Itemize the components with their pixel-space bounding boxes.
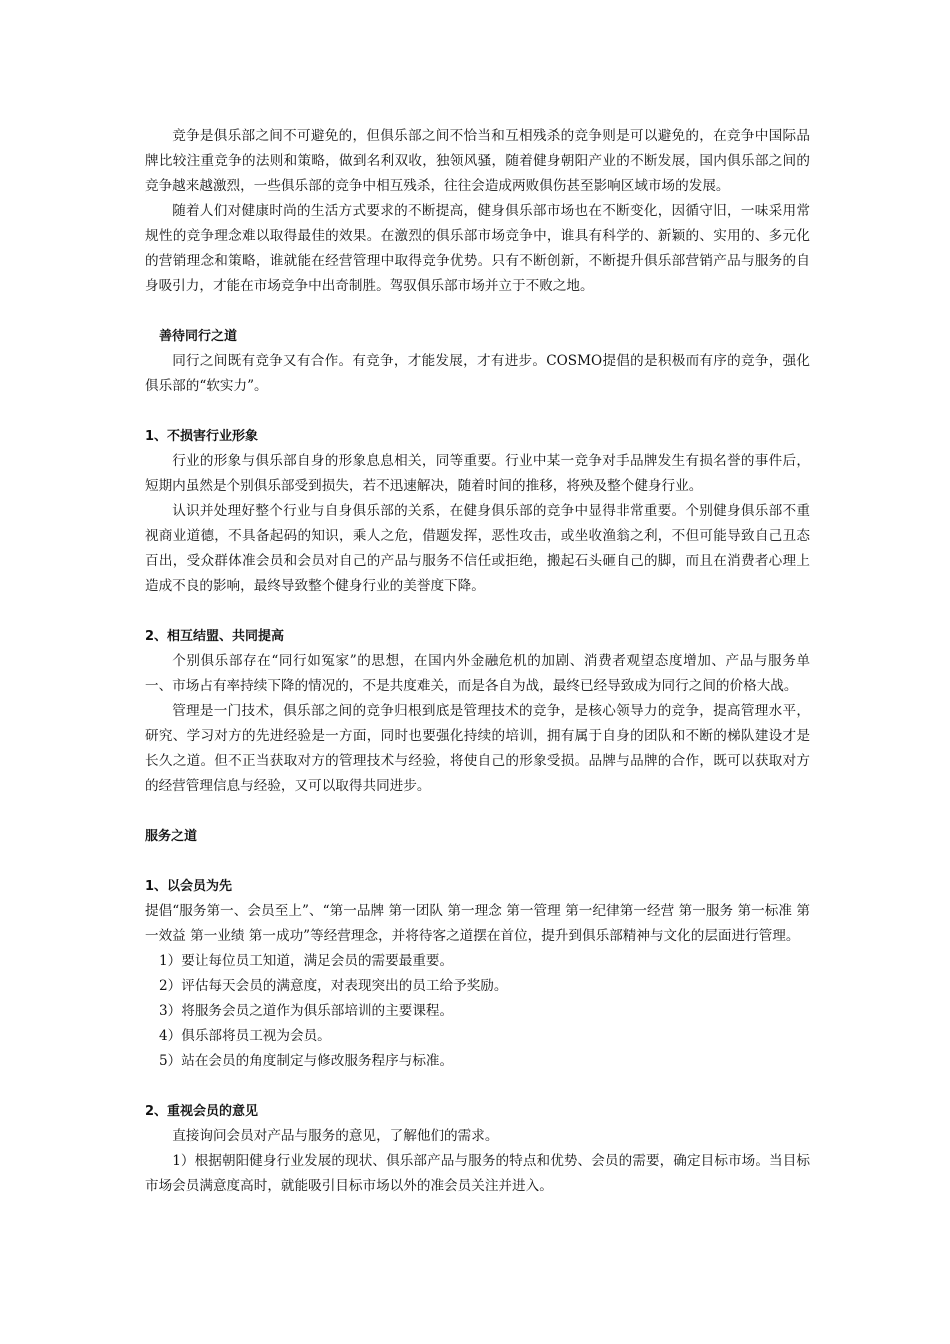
member-first-paragraph: 提倡“服务第一、会员至上”、“第一品牌 第一团队 第一理念 第一管理 第一纪律第一经营 第一服务 第一标准 第一效益 第一业绩 第一成功”等经营理念，并将待客之道摆在首位，提升到俱乐部精神与文化的层面进行管理。 [145,903,810,944]
industry-image-paragraph-2: 认识并处理好整个行业与自身俱乐部的关系，在健身俱乐部的竞争中显得非常重要。个别健身俱乐部不重视商业道德，不具备起码的知识，乘人之危，借题发挥，恶性攻击，或坐收渔翁之利，不但可能导致自己丑态百出，受众群体准会员和会员对自己的产品与服务不信任或拒绝，搬起石头砸自己的脚，而且在消费者心理上造成不良的影响，最终导致整个健身行业的美誉度下降。 [145,503,810,594]
member-feedback-paragraph: 直接询问会员对产品与服务的意见，了解他们的需求。 [172,1128,499,1144]
member-feedback-item-1: 1）根据朝阳健身行业发展的现状、俱乐部产品与服务的特点和优势、会员的需要，确定目标市场。当目标市场会员满意度高时，就能吸引目标市场以外的准会员关注并进入。 [145,1153,810,1194]
subsection-heading-member-feedback: 2、重视会员的意见 [145,1104,259,1119]
intro-paragraph-1: 竞争是俱乐部之间不可避免的，但俱乐部之间不恰当和互相残杀的竞争则是可以避免的，在竞争中国际品牌比较注重竞争的法则和策略，做到名利双收，独领风骚，随着健身朝阳产业的不断发展，国内俱乐部之间的竞争越来越激烈，一些俱乐部的竞争中相互残杀，往往会造成两败俱伤甚至影响区域市场的发展。 [145,128,810,194]
subsection-heading-alliance: 2、相互结盟、共同提高 [145,629,285,644]
list-item: 2）评估每天会员的满意度，对表现突出的员工给予奖励。 [159,978,508,994]
alliance-paragraph-2: 管理是一门技术，俱乐部之间的竞争归根到底是管理技术的竞争，是核心领导力的竞争，提高管理水平，研究、学习对方的先进经验是一方面，同时也要强化持续的培训，拥有属于自身的团队和不断的梯队建设才是长久之道。但不正当获取对方的管理技术与经验，将使自己的形象受损。品牌与品牌的合作，既可以获取对方的经营管理信息与经验，又可以取得共同进步。 [145,703,810,794]
list-item: 3）将服务会员之道作为俱乐部培训的主要课程。 [159,1003,454,1019]
list-item: 4）俱乐部将员工视为会员。 [159,1028,331,1044]
section-heading-peer: 善待同行之道 [159,329,238,344]
intro-paragraph-2: 随着人们对健康时尚的生活方式要求的不断提高，健身俱乐部市场也在不断变化，因循守旧，一味采用常规性的竞争理念难以取得最佳的效果。在激烈的俱乐部市场竞争中，谁具有科学的、新颖的、实用的、多元化的营销理念和策略，谁就能在经营管理中取得竞争优势。只有不断创新，不断提升俱乐部营销产品与服务的自身吸引力，才能在市场竞争中出奇制胜。驾驭俱乐部市场并立于不败之地。 [145,203,810,294]
list-item: 5）站在会员的角度制定与修改服务程序与标准。 [159,1053,454,1069]
peer-intro-paragraph: 同行之间既有竞争又有合作。有竞争，才能发展，才有进步。COSMO提倡的是积极而有序的竞争，强化俱乐部的“软实力”。 [145,353,810,394]
alliance-paragraph-1: 个别俱乐部存在“同行如冤家”的思想，在国内外金融危机的加剧、消费者观望态度增加、产品与服务单一、市场占有率持续下降的情况的，不是共度难关，而是各自为战，最终已经导致成为同行之间的价格大战。 [145,653,810,694]
document-body [145,124,810,1199]
section-heading-service: 服务之道 [145,829,198,844]
list-item: 1）要让每位员工知道，满足会员的需要最重要。 [159,953,454,969]
industry-image-paragraph-1: 行业的形象与俱乐部自身的形象息息相关，同等重要。行业中某一竞争对手品牌发生有损名誉的事件后，短期内虽然是个别俱乐部受到损失，若不迅速解决，随着时间的推移，将殃及整个健身行业。 [145,453,810,494]
subsection-heading-member-first: 1、以会员为先 [145,879,233,894]
subsection-heading-industry-image: 1、不损害行业形象 [145,429,259,444]
